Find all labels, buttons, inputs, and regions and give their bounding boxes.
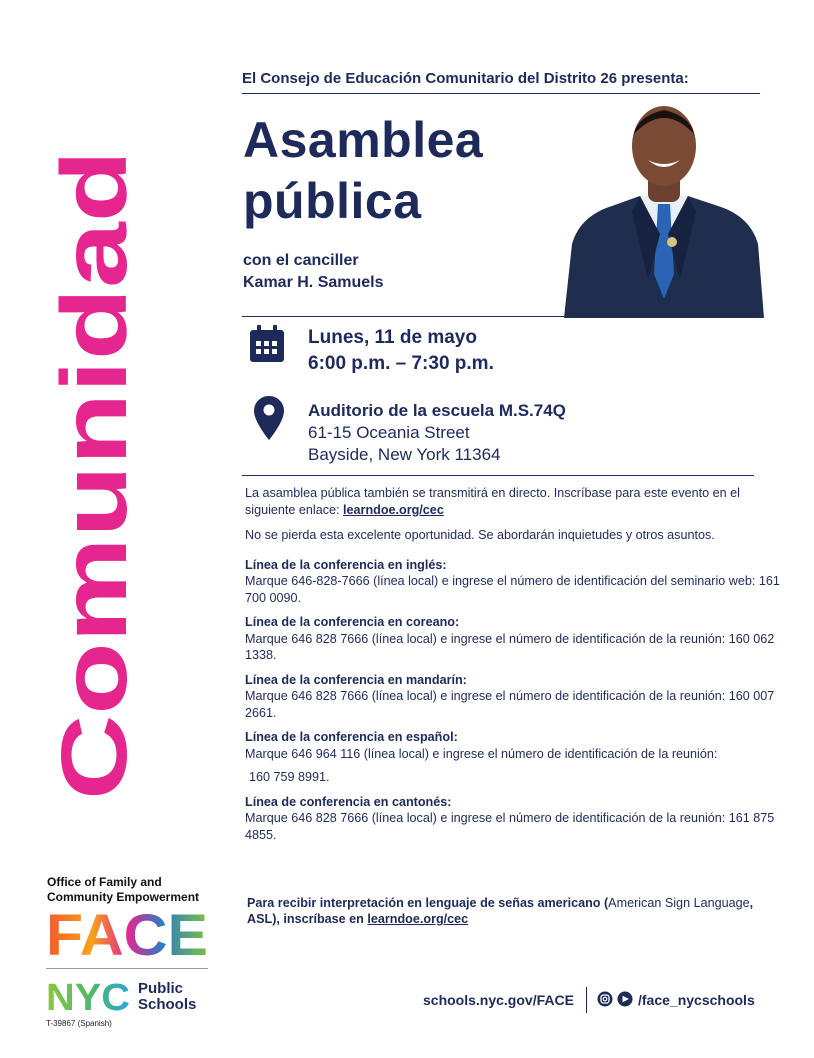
nyc-logo [46,979,130,1013]
registration-link[interactable]: learndoe.org/cec [343,502,444,517]
public-schools-wordmark: Public Schools [138,980,197,1013]
conference-body: Marque 646 828 7666 (línea local) e ingrese el número de identificación de la reunión: 160 007 2661. [245,689,775,720]
asl-interpretation: Para recibir interpretación en lenguaje de señas americano (American Sign Language, ASL), inscríbase en learndoe.org/cec [247,896,754,926]
stream-info: La asamblea pública también se transmitirá en directo. Inscríbase para este evento en el siguiente enlace: learndoe.org/cec [245,486,740,517]
calendar-icon [249,325,285,363]
venue-street: 61-15 Oceania Street [308,423,470,442]
event-location [308,400,566,466]
venue-city: Bayside, New York 11364 [308,445,501,464]
conference-english [245,557,800,607]
conference-title: Línea de conferencia en cantonés: [245,794,452,809]
side-word-text: Comunidad [42,288,146,800]
conference-cantonese [245,794,800,844]
conference-title: Línea de la conferencia en español: [245,730,458,744]
event-time: 6:00 p.m. – 7:30 p.m. [308,353,494,374]
note: No se pierda esta excelente oportunidad. Se abordarán inquietudes y otros asuntos. [245,528,715,542]
conference-spanish [245,729,800,786]
face-logo-text: FACE [46,911,208,959]
footer-divider [586,987,587,1013]
youtube-icon [618,992,633,1007]
speaker-name: Kamar H. Samuels [243,274,384,291]
conference-body: Marque 646 828 7666 (línea local) e ingrese el número de identificación de la reunión: 160 062 1338. [245,631,775,662]
title-rule [242,316,564,317]
page-title [243,110,483,232]
conference-body: Marque 646 828 7666 (línea local) e ingrese el número de identificación de la reunión: 161 875 4855. [245,811,775,842]
event-date-time [308,325,494,377]
social-icons [597,991,635,1007]
venue-name: Auditorio de la escuela M.S.74Q [308,401,566,420]
vertical-title [0,0,170,860]
nyc-logo-text: NYC [46,979,130,1013]
chancellor-photo [562,94,766,318]
presenter-line: El Consejo de Educación Comunitario del Distrito 26 presenta: [242,70,689,87]
details [245,485,800,843]
instagram-icon [598,992,613,1007]
document-code: T-39867 (Spanish) [46,1019,112,1028]
speaker [243,250,384,294]
speaker-intro: con el canciller [243,252,359,269]
title-line-1: Asamblea [243,112,484,168]
conference-title: Línea de la conferencia en mandarín: [245,672,467,687]
asl-registration-link[interactable]: learndoe.org/cec [367,912,469,926]
conference-body: Marque 646 964 116 (línea local) e ingrese el número de identificación de la reunión: [245,746,718,761]
event-date: Lunes, 11 de mayo [308,327,477,348]
face-office-name: Office of Family and Community Empowerment [47,875,200,904]
title-line-2: pública [243,173,422,229]
logo-divider [46,968,208,969]
conference-title: Línea de la conferencia en coreano: [245,615,460,629]
conference-korean [245,614,800,664]
social-handle[interactable]: /face_nycschools [638,992,755,1008]
face-website-link[interactable]: schools.nyc.gov/FACE [423,992,574,1008]
conference-title: Línea de la conferencia en inglés: [245,557,447,572]
location-rule [242,475,754,476]
conference-body: Marque 646-828-7666 (línea local) e ingrese el número de identificación del seminario web: 161 700 0090. [245,574,780,605]
location-pin-icon [254,396,284,440]
conference-mandarin [245,672,800,722]
conference-id: 160 759 8991. [249,770,330,784]
face-logo [46,911,210,959]
